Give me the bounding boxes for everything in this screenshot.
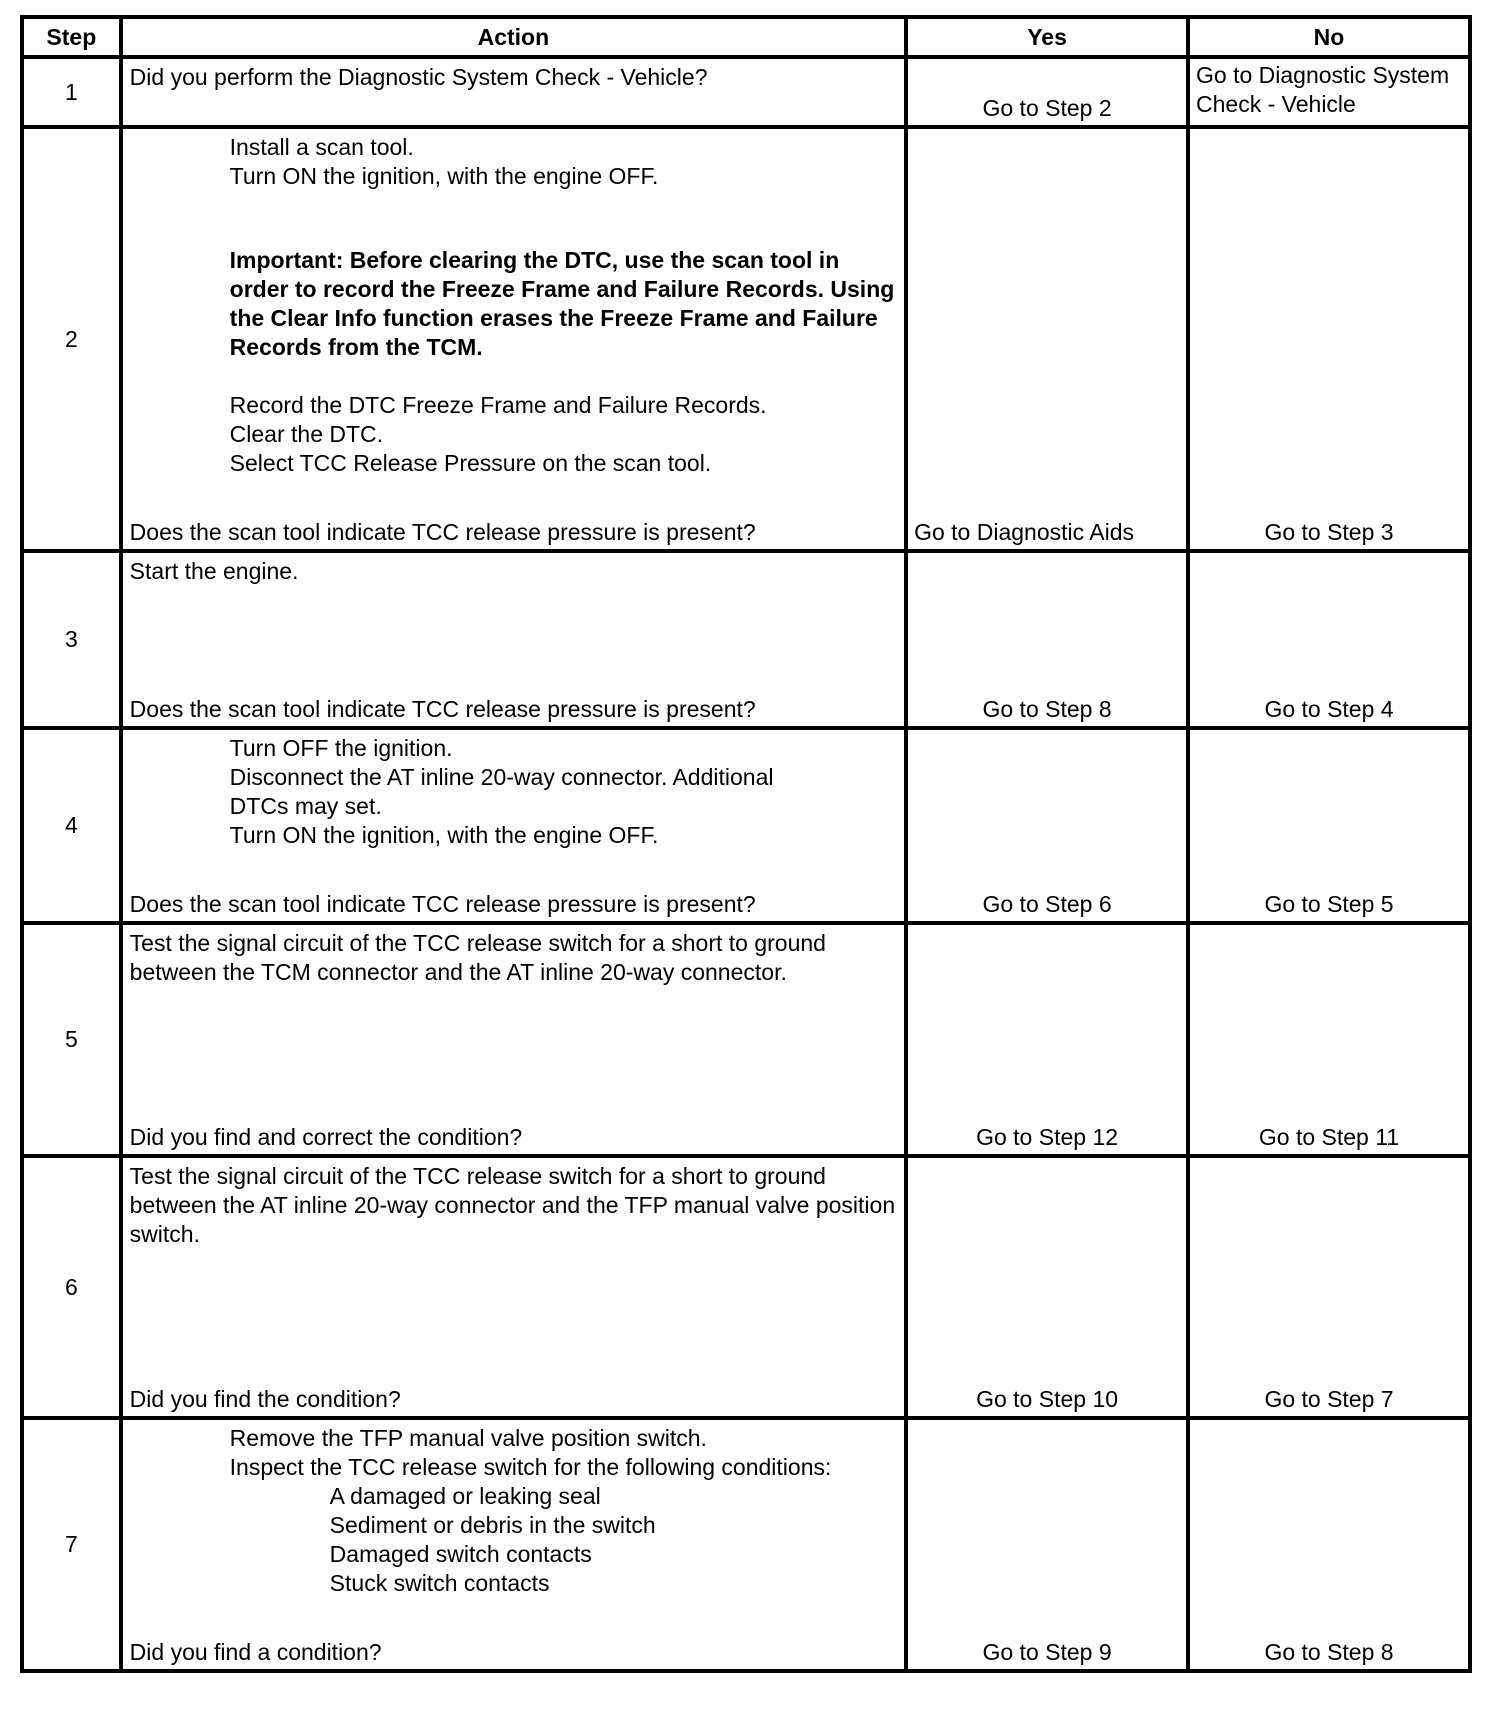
table-row — [22, 127, 1470, 551]
header-step: Step — [22, 17, 121, 57]
yes-result: Go to Step 9 — [982, 1639, 1112, 1665]
table-row — [22, 1418, 1470, 1671]
header-action: Action — [121, 17, 906, 57]
yes-result: Go to Step 10 — [976, 1386, 1119, 1412]
action-cell — [121, 551, 906, 728]
table-row — [22, 728, 1470, 923]
yes-result: Go to Step 2 — [982, 95, 1112, 121]
header-yes: Yes — [906, 17, 1188, 57]
action-question: Did you find a condition? — [129, 1639, 382, 1665]
action-question: Did you find and correct the condition? — [129, 1124, 523, 1150]
condition-item: Stuck switch contacts — [329, 1570, 550, 1596]
table-row — [22, 923, 1470, 1156]
no-result: Go to Step 5 — [1264, 891, 1394, 917]
no-cell — [1188, 1156, 1470, 1418]
action-cell — [121, 1156, 906, 1418]
step-number: 3 — [22, 551, 121, 728]
action-question: Does the scan tool indicate TCC release pressure is present? — [129, 519, 756, 545]
yes-cell — [906, 728, 1188, 923]
no-cell — [1188, 923, 1470, 1156]
no-cell — [1188, 728, 1470, 923]
action-line: Inspect the TCC release switch for the following conditions: — [229, 1454, 832, 1480]
yes-cell — [906, 1418, 1188, 1671]
table-row — [22, 551, 1470, 728]
yes-cell — [906, 127, 1188, 551]
no-cell — [1188, 127, 1470, 551]
action-text: Test the signal circuit of the TCC release switch for a short to ground between the TCM connector and the AT inline 20-way connector. — [129, 930, 826, 985]
action-text: Test the signal circuit of the TCC release switch for a short to ground between the AT inline 20-way connector and the TFP manual valve position switch. — [129, 1163, 896, 1247]
action-line: Clear the DTC. — [229, 421, 384, 447]
yes-cell — [906, 551, 1188, 728]
no-cell — [1188, 57, 1470, 127]
yes-result: Go to Step 8 — [982, 696, 1112, 722]
condition-item: Damaged switch contacts — [329, 1541, 592, 1567]
table-row — [22, 1156, 1470, 1418]
important-note: Important: Before clearing the DTC, use the scan tool in order to record the Freeze Frame and Failure Records. Using the Clear Info function erases the Freeze Frame and Failure Records from the TCM. — [229, 247, 895, 360]
action-cell — [121, 57, 906, 127]
action-question: Does the scan tool indicate TCC release pressure is present? — [129, 891, 756, 917]
step-number: 7 — [22, 1418, 121, 1671]
condition-item: A damaged or leaking seal — [329, 1483, 601, 1509]
yes-cell — [906, 1156, 1188, 1418]
yes-result: Go to Step 6 — [982, 891, 1112, 917]
action-line: Select TCC Release Pressure on the scan tool. — [229, 450, 712, 476]
no-result: Go to Step 3 — [1264, 519, 1394, 545]
action-line: Install a scan tool. — [229, 134, 414, 160]
action-line: Start the engine. — [129, 558, 299, 584]
no-result: Go to Diagnostic System Check - Vehicle — [1196, 62, 1450, 117]
action-cell — [121, 923, 906, 1156]
diagnostic-table — [20, 15, 1472, 1673]
step-number: 6 — [22, 1156, 121, 1418]
no-result: Go to Step 7 — [1264, 1386, 1394, 1412]
no-cell — [1188, 551, 1470, 728]
action-question: Did you perform the Diagnostic System Check - Vehicle? — [129, 64, 708, 90]
header-no: No — [1188, 17, 1470, 57]
condition-item: Sediment or debris in the switch — [329, 1512, 656, 1538]
step-number: 4 — [22, 728, 121, 923]
step-number: 2 — [22, 127, 121, 551]
action-line: Turn OFF the ignition. — [229, 735, 453, 761]
action-question: Did you find the condition? — [129, 1386, 401, 1412]
action-line: Disconnect the AT inline 20-way connector. Additional DTCs may set. — [229, 764, 774, 819]
yes-result: Go to Diagnostic Aids — [914, 519, 1134, 545]
step-number: 1 — [22, 57, 121, 127]
table-row — [22, 57, 1470, 127]
action-line: Turn ON the ignition, with the engine OFF. — [229, 822, 659, 848]
yes-cell — [906, 57, 1188, 127]
header-row — [22, 17, 1470, 57]
no-result: Go to Step 4 — [1264, 696, 1394, 722]
no-cell — [1188, 1418, 1470, 1671]
yes-cell — [906, 923, 1188, 1156]
action-question: Does the scan tool indicate TCC release pressure is present? — [129, 696, 756, 722]
step-number: 5 — [22, 923, 121, 1156]
no-result: Go to Step 8 — [1264, 1639, 1394, 1665]
action-line: Record the DTC Freeze Frame and Failure Records. — [229, 392, 767, 418]
action-cell — [121, 728, 906, 923]
yes-result: Go to Step 12 — [976, 1124, 1119, 1150]
action-cell — [121, 127, 906, 551]
action-line: Turn ON the ignition, with the engine OFF. — [229, 163, 659, 189]
action-cell — [121, 1418, 906, 1671]
action-line: Remove the TFP manual valve position switch. — [229, 1425, 707, 1451]
no-result: Go to Step 11 — [1258, 1124, 1400, 1150]
